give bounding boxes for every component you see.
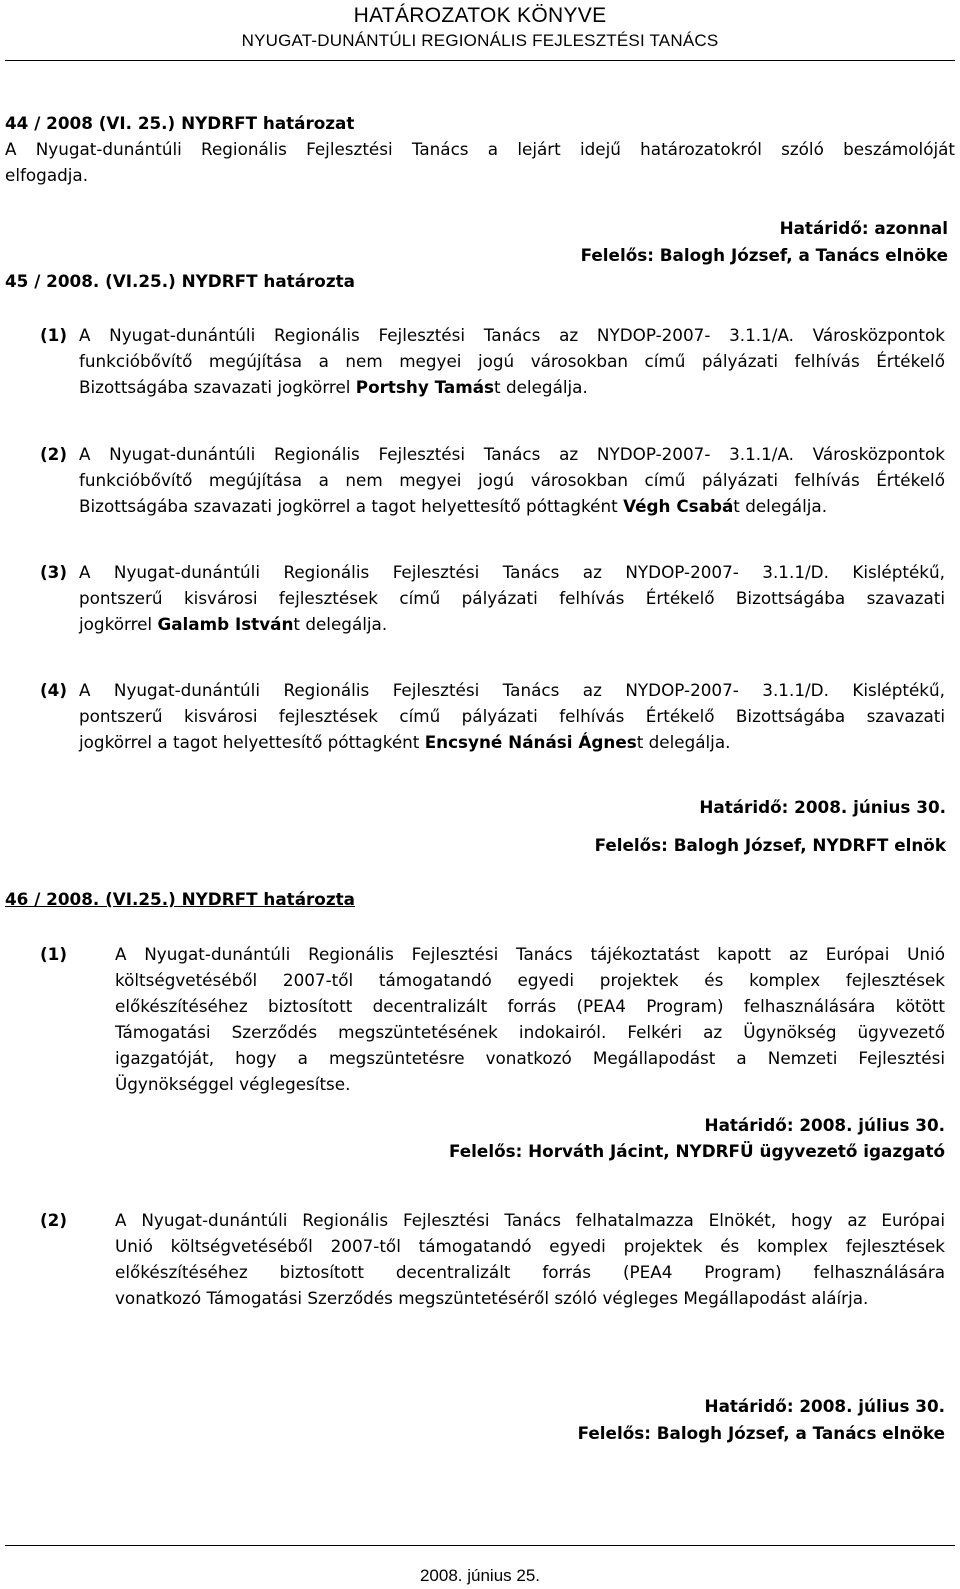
res45-item-1 xyxy=(79,322,945,400)
footer-divider xyxy=(5,1545,955,1546)
item-line: vonatkozó Támogatási Szerződés megszüntetéséről szóló végleges Megállapodást aláírja. xyxy=(115,1288,869,1308)
delegate-name: Galamb István xyxy=(157,614,294,634)
item-line: A Nyugat-dunántúli Regionális Fejlesztési Tanács az NYDOP-2007- 3.1.1/A. Városközpontok xyxy=(79,325,945,345)
res46-item1-deadline: Határidő: 2008. július 30. xyxy=(704,1115,945,1135)
res46-item1-responsible: Felelős: Horváth Jácint, NYDRFÜ ügyvezető igazgató xyxy=(449,1141,945,1161)
book-title: HATÁROZATOK KÖNYVE xyxy=(353,4,607,27)
item-text: t delegálja. xyxy=(293,614,388,634)
item-line: A Nyugat-dunántúli Regionális Fejlesztési Tanács az NYDOP-2007- 3.1.1/D. Kisléptékű, xyxy=(79,562,945,582)
header-divider xyxy=(5,60,955,61)
council-name: NYUGAT-DUNÁNTÚLI REGIONÁLIS FEJLESZTÉSI TANÁCS xyxy=(241,31,719,50)
item-line: A Nyugat-dunántúli Regionális Fejlesztési Tanács tájékoztatást kapott az Európai Unió xyxy=(115,944,945,964)
item-line: A Nyugat-dunántúli Regionális Fejlesztési Tanács az NYDOP-2007- 3.1.1/D. Kisléptékű, xyxy=(79,680,945,700)
res45-item-2 xyxy=(79,441,945,519)
res46-item-2 xyxy=(115,1207,945,1311)
res46-item2-responsible: Felelős: Balogh József, a Tanács elnöke xyxy=(577,1423,945,1443)
res45-item-3 xyxy=(79,559,945,637)
res45-item-number: (1) xyxy=(40,325,68,345)
item-line: előkészítéséhez biztosított decentralizált forrás (PEA4 Program) felhasználására xyxy=(115,1262,945,1282)
item-line: igazgatóját, hogy a megszüntetésre vonatkozó Megállapodást a Nemzeti Fejlesztési xyxy=(115,1048,945,1068)
item-line: Unió költségvetéséből 2007-től támogatandó egyedi projektek és komplex fejlesztések xyxy=(115,1236,945,1256)
item-line-last xyxy=(79,493,945,519)
res44-line: elfogadja. xyxy=(5,165,89,185)
item-text: t delegálja. xyxy=(733,496,828,516)
res44-text xyxy=(5,136,955,188)
item-line: A Nyugat-dunántúli Regionális Fejlesztési Tanács felhatalmazza Elnökét, hogy az Európai xyxy=(115,1210,945,1230)
item-line-last xyxy=(79,729,945,755)
item-line: előkészítéséhez biztosított decentralizált forrás (PEA4 Program) felhasználására kötött xyxy=(115,996,945,1016)
res46-item-1 xyxy=(115,941,945,1097)
item-line: funkcióbővítő megújítása a nem megyei jogú városokban című pályázati felhívás Értékelő xyxy=(79,351,945,371)
res45-deadline: Határidő: azonnal xyxy=(779,218,948,238)
item-text: t delegálja. xyxy=(636,732,731,752)
res46-item2-deadline: Határidő: 2008. július 30. xyxy=(704,1396,945,1416)
delegate-name: Encsyné Nánási Ágnes xyxy=(424,732,637,752)
item-text: Bizottságába szavazati jogkörrel a tagot helyettesítő póttagként xyxy=(79,496,624,516)
item-line: pontszerű kisvárosi fejlesztések című pályázati felhívás Értékelő Bizottságába szavazati xyxy=(79,588,945,608)
res45-item-4 xyxy=(79,677,945,755)
item-line: pontszerű kisvárosi fejlesztések című pályázati felhívás Értékelő Bizottságába szavazati xyxy=(79,706,945,726)
res45-deadline-2: Határidő: 2008. június 30. xyxy=(699,797,946,817)
res44-line: A Nyugat-dunántúli Regionális Fejlesztési Tanács a lejárt idejű határozatokról szóló beszámolóját xyxy=(5,139,955,159)
item-text: Bizottságába szavazati jogkörrel xyxy=(79,377,356,397)
delegate-name: Portshy Tamás xyxy=(355,377,495,397)
delegate-name: Végh Csabá xyxy=(623,496,734,516)
res46-item-number: (2) xyxy=(40,1210,68,1230)
res46-item-number: (1) xyxy=(40,944,68,964)
item-line: funkcióbővítő megújítása a nem megyei jogú városokban című pályázati felhívás Értékelő xyxy=(79,470,945,490)
item-line: költségvetéséből 2007-től támogatandó egyedi projektek és komplex fejlesztések xyxy=(115,970,945,990)
item-line-last xyxy=(79,611,945,637)
res45-item-number: (4) xyxy=(40,680,68,700)
res44-heading: 44 / 2008 (VI. 25.) NYDRFT határozat xyxy=(5,113,355,133)
res45-heading: 45 / 2008. (VI.25.) NYDRFT határozta xyxy=(5,271,355,291)
res45-item-number: (2) xyxy=(40,444,68,464)
item-line: Ügynökséggel véglegesítse. xyxy=(115,1074,351,1094)
item-line: Támogatási Szerződés megszüntetésének indokairól. Felkéri az Ügynökség ügyvezető xyxy=(115,1022,945,1042)
res46-heading: 46 / 2008. (VI.25.) NYDRFT határozta xyxy=(5,889,355,909)
item-text: t delegálja. xyxy=(494,377,588,397)
item-line: A Nyugat-dunántúli Regionális Fejlesztési Tanács az NYDOP-2007- 3.1.1/A. Városközpontok xyxy=(79,444,945,464)
res45-responsible-2: Felelős: Balogh József, NYDRFT elnök xyxy=(594,835,946,855)
res45-item-number: (3) xyxy=(40,562,68,582)
item-text: jogkörrel xyxy=(79,614,158,634)
res45-responsible: Felelős: Balogh József, a Tanács elnöke xyxy=(580,245,948,265)
item-line-last xyxy=(79,374,945,400)
footer-date: 2008. június 25. xyxy=(419,1566,541,1585)
item-text: jogkörrel a tagot helyettesítő póttagként xyxy=(79,732,425,752)
